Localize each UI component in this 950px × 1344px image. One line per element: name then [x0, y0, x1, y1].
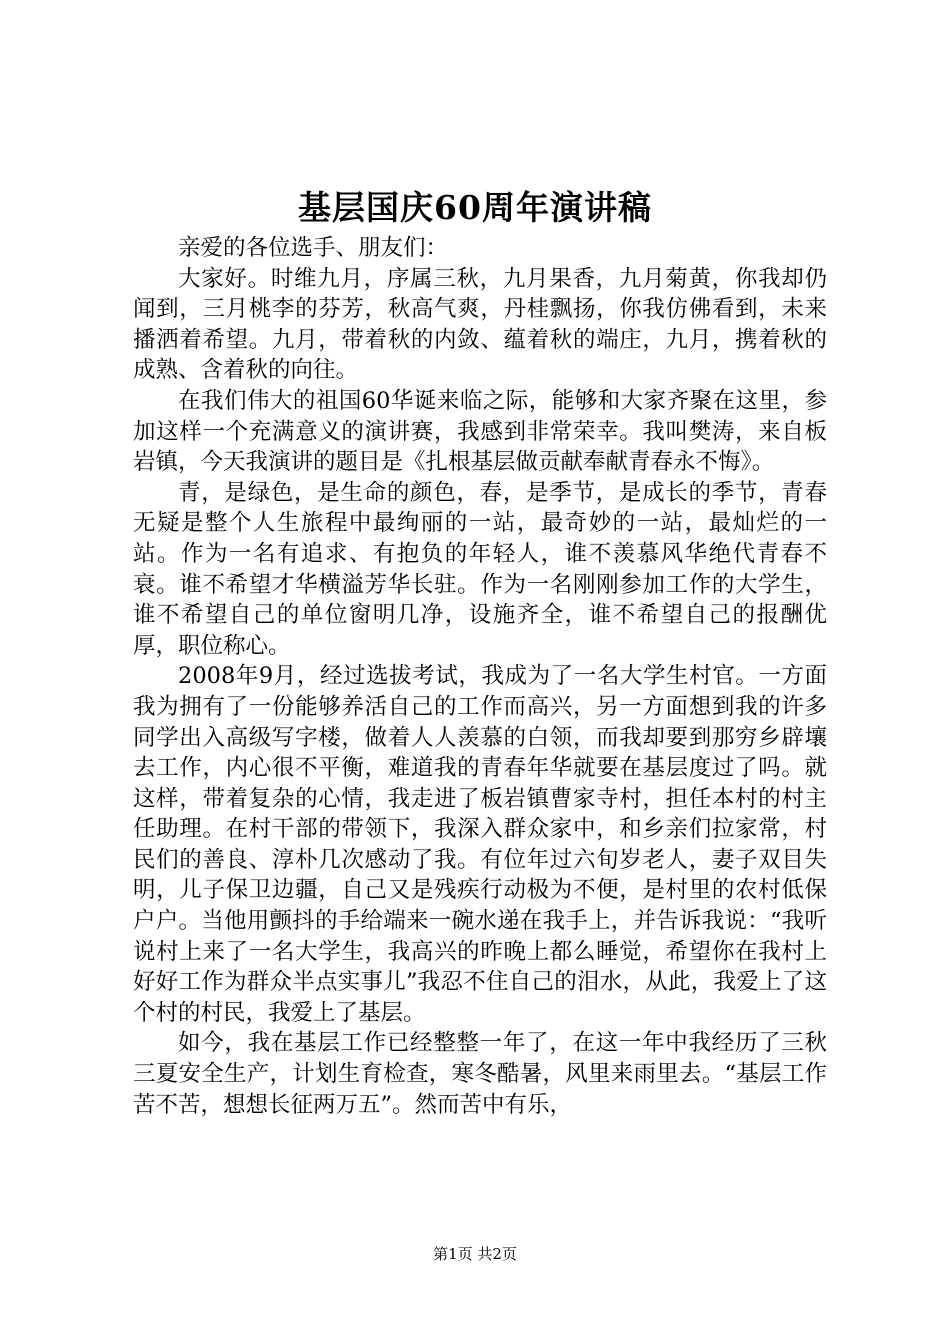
document-title: 基层国庆60周年演讲稿	[298, 188, 652, 227]
paragraph-youth: 青，是绿色，是生命的颜色，春，是季节，是成长的季节，青春无疑是整个人生旅程中最绚丽的一站，最奇妙的一站，最灿烂的一站。作为一名有追求、有抱负的年轻人，谁不羡慕风华绝代青春不衰。谁不希望才华横溢芳华长驻。作为一名刚刚参加工作的大学生，谁不希望自己的单位窗明几净，设施齐全，谁不希望自己的报酬优厚，职位称心。	[133, 479, 827, 659]
page-number-footer: 第1页 共2页	[433, 1245, 517, 1263]
paragraph-greeting: 亲爱的各位选手、朋友们：	[178, 235, 449, 261]
paragraph-village-official: 2008年9月，经过选拔考试，我成为了一名大学生村官。一方面我为拥有了一份能够养活自己的工作而高兴，另一方面想到我的许多同学出入高级写字楼，做着人人羡慕的白领，而我却要到那穷乡辟壤去工作，内心很不平衡，难道我的青春年华就要在基层度过了吗。就这样，带着复杂的心情，我走进了板岩镇曹家寺村，担任本村的村主任助理。在村干部的带领下，我深入群众家中，和乡亲们拉家常，村民们的善良、淳朴几次感动了我。有位年过六旬岁老人，妻子双目失明，儿子保卫边疆，自己又是残疾行动极为不便，是村里的农村低保户户。当他用颤抖的手给端来一碗水递在我手上，并告诉我说：“我听说村上来了一名大学生，我高兴的昨晚上都么睡觉，希望你在我村上好好工作为群众半点实事儿”我忍不住自己的泪水，从此，我爱上了这个村的村民，我爱上了基层。	[133, 663, 827, 1026]
paragraph-opening: 大家好。时维九月，序属三秋，九月果香，九月菊黄，你我却仍闻到，三月桃李的芬芳，秋高气爽，丹桂飘扬，你我仿佛看到，未来播洒着希望。九月，带着秋的内敛、蕴着秋的端庄，九月，携着秋的成熟、含着秋的向往。	[133, 265, 827, 384]
paragraph-one-year: 如今，我在基层工作已经整整一年了，在这一年中我经历了三秋三夏安全生产，计划生育检查，寒冬酷暑，风里来雨里去。“基层工作苦不苦，想想长征两万五”。然而苦中有乐，	[133, 1030, 827, 1118]
paragraph-introduction: 在我们伟大的祖国60华诞来临之际，能够和大家齐聚在这里，参加这样一个充满意义的演讲赛，我感到非常荣幸。我叫樊涛，来自板岩镇，今天我演讲的题目是《扎根基层做贡献奉献青春永不悔》。	[133, 387, 827, 476]
document-body	[133, 233, 827, 1120]
